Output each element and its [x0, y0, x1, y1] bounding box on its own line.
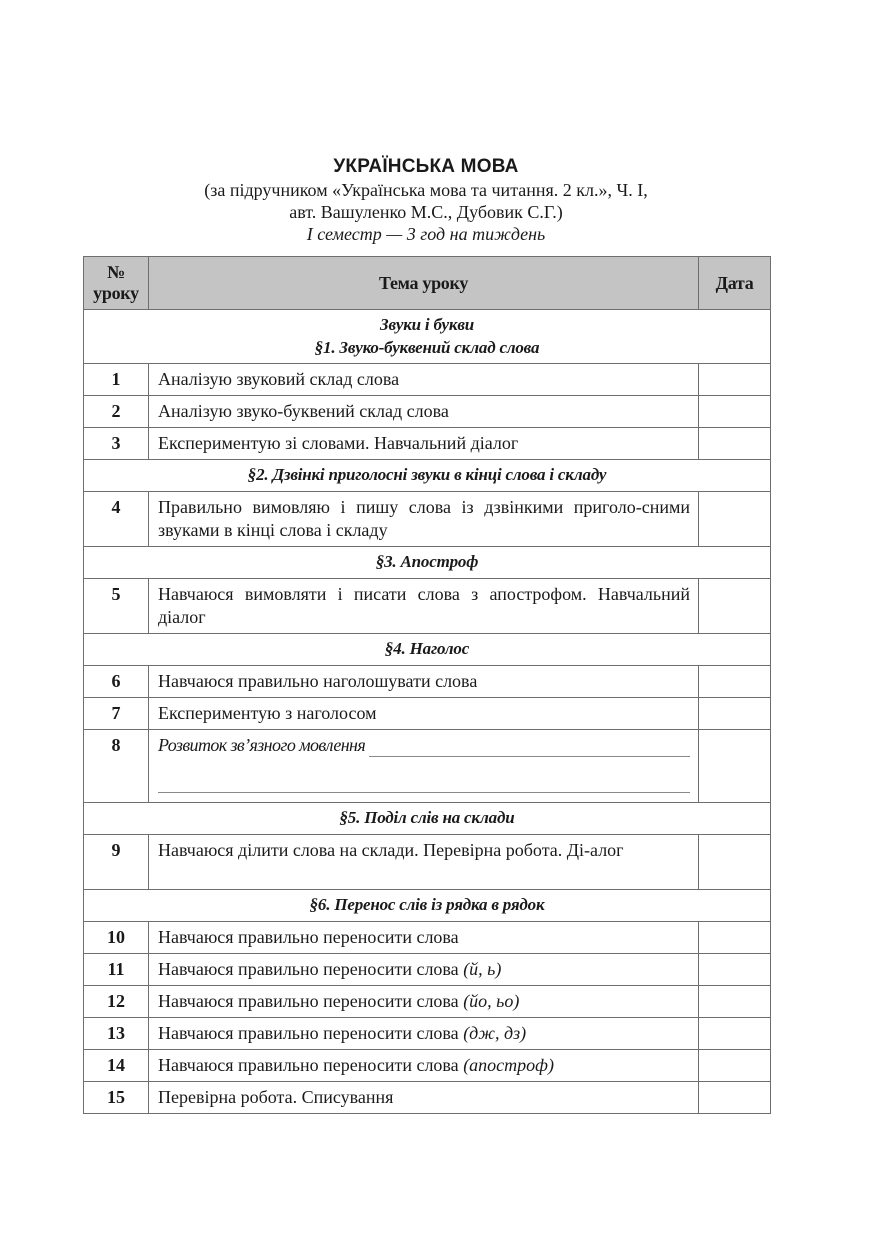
subject-title: УКРАЇНСЬКА МОВА	[333, 156, 519, 177]
lesson-date-cell[interactable]	[699, 1018, 771, 1050]
speech-development-label: Розвиток зв’язного мовлення	[158, 735, 366, 755]
header-topic: Тема уроку	[149, 257, 699, 310]
lesson-number: 2	[84, 396, 149, 428]
table-row	[84, 396, 771, 428]
header-lesson-number	[84, 257, 149, 310]
lesson-date-cell[interactable]	[699, 428, 771, 460]
table-row	[84, 579, 771, 634]
section-row	[84, 547, 771, 579]
section-title: §2. Дзвінкі приголосні звуки в кінці слова і складу	[84, 460, 771, 492]
table-row	[84, 364, 771, 396]
section-title: §6. Перенос слів із рядка в рядок	[84, 890, 771, 922]
table-row	[84, 1018, 771, 1050]
lesson-topic	[149, 954, 699, 986]
section-row	[84, 460, 771, 492]
table-row	[84, 428, 771, 460]
table-row	[84, 730, 771, 803]
header-lesson-label: уроку	[93, 283, 139, 303]
section-title: §5. Поділ слів на склади	[84, 803, 771, 835]
lesson-topic: Правильно вимовляю і пишу слова із дзвінкими приголо-сними звуками в кінці слова і складу	[149, 492, 699, 547]
lesson-number: 12	[84, 986, 149, 1018]
section-paragraph-title: §1. Звуко-буквений склад слова	[314, 338, 540, 357]
lesson-number: 9	[84, 835, 149, 890]
lesson-topic-note: (апостроф)	[463, 1055, 554, 1075]
lesson-topic: Навчаюся вимовляти і писати слова з апострофом. Навчальний діалог	[149, 579, 699, 634]
speech-development-line	[158, 734, 690, 757]
lesson-date-cell[interactable]	[699, 954, 771, 986]
textbook-reference: (за підручником «Українська мова та читання. 2 кл.», Ч. І,	[204, 180, 648, 200]
lesson-date-cell[interactable]	[699, 666, 771, 698]
lesson-number: 14	[84, 1050, 149, 1082]
lesson-number: 4	[84, 492, 149, 547]
header-number-sign: №	[107, 262, 125, 282]
lesson-number: 1	[84, 364, 149, 396]
lesson-number: 10	[84, 922, 149, 954]
lesson-date-cell[interactable]	[699, 579, 771, 634]
lesson-topic-note: (йо, ьо)	[463, 991, 520, 1011]
lesson-topic: Аналізую звуко-буквений склад слова	[149, 396, 699, 428]
lesson-date-cell[interactable]	[699, 730, 771, 803]
table-row	[84, 666, 771, 698]
page-heading	[0, 155, 852, 245]
table-row	[84, 954, 771, 986]
table-row	[84, 986, 771, 1018]
table-row	[84, 922, 771, 954]
lesson-topic-text: Навчаюся правильно переносити слова	[158, 1055, 459, 1075]
lesson-topic	[149, 730, 699, 803]
lesson-topic-text: Навчаюся правильно переносити слова	[158, 991, 459, 1011]
lesson-topic	[149, 1050, 699, 1082]
lesson-number: 8	[84, 730, 149, 803]
lesson-number: 7	[84, 698, 149, 730]
lesson-number: 11	[84, 954, 149, 986]
lesson-topic: Перевірна робота. Списування	[149, 1082, 699, 1114]
lesson-number: 3	[84, 428, 149, 460]
lesson-topic: Експериментую з наголосом	[149, 698, 699, 730]
section-title	[84, 310, 771, 364]
fill-in-line[interactable]	[158, 776, 690, 793]
section-title: §4. Наголос	[84, 634, 771, 666]
lesson-topic: Навчаюся правильно наголошувати слова	[149, 666, 699, 698]
lesson-topic: Навчаюся правильно переносити слова	[149, 922, 699, 954]
lesson-date-cell[interactable]	[699, 364, 771, 396]
table-row	[84, 492, 771, 547]
lesson-date-cell[interactable]	[699, 698, 771, 730]
lesson-date-cell[interactable]	[699, 1082, 771, 1114]
header-date: Дата	[699, 257, 771, 310]
lesson-date-cell[interactable]	[699, 396, 771, 428]
lesson-number: 15	[84, 1082, 149, 1114]
table-header-row	[84, 257, 771, 310]
section-row	[84, 310, 771, 364]
table-row	[84, 698, 771, 730]
lesson-date-cell[interactable]	[699, 1050, 771, 1082]
lesson-topic	[149, 1018, 699, 1050]
table-row	[84, 835, 771, 890]
lesson-date-cell[interactable]	[699, 922, 771, 954]
section-row	[84, 634, 771, 666]
lesson-topic: Експериментую зі словами. Навчальний діалог	[149, 428, 699, 460]
lesson-topic-note: (й, ь)	[463, 959, 502, 979]
fill-in-line[interactable]	[369, 740, 690, 757]
lesson-topic	[149, 986, 699, 1018]
table-row	[84, 1050, 771, 1082]
lesson-date-cell[interactable]	[699, 492, 771, 547]
lesson-date-cell[interactable]	[699, 835, 771, 890]
lesson-plan-table	[83, 256, 771, 1114]
lesson-topic: Навчаюся ділити слова на склади. Перевірна робота. Ді-алог	[149, 835, 699, 890]
section-row	[84, 890, 771, 922]
section-row	[84, 803, 771, 835]
lesson-number: 13	[84, 1018, 149, 1050]
lesson-date-cell[interactable]	[699, 986, 771, 1018]
textbook-authors: авт. Вашуленко М.С., Дубовик С.Г.)	[289, 202, 563, 222]
lesson-number: 6	[84, 666, 149, 698]
lesson-topic-text: Навчаюся правильно переносити слова	[158, 959, 459, 979]
table-row	[84, 1082, 771, 1114]
lesson-number: 5	[84, 579, 149, 634]
section-group-title: Звуки і букви	[380, 315, 474, 334]
lesson-topic-note: (дж, дз)	[463, 1023, 527, 1043]
section-title: §3. Апостроф	[84, 547, 771, 579]
lesson-topic: Аналізую звуковий склад слова	[149, 364, 699, 396]
lesson-topic-text: Навчаюся правильно переносити слова	[158, 1023, 459, 1043]
semester-hours: І семестр — 3 год на тиждень	[306, 224, 546, 244]
